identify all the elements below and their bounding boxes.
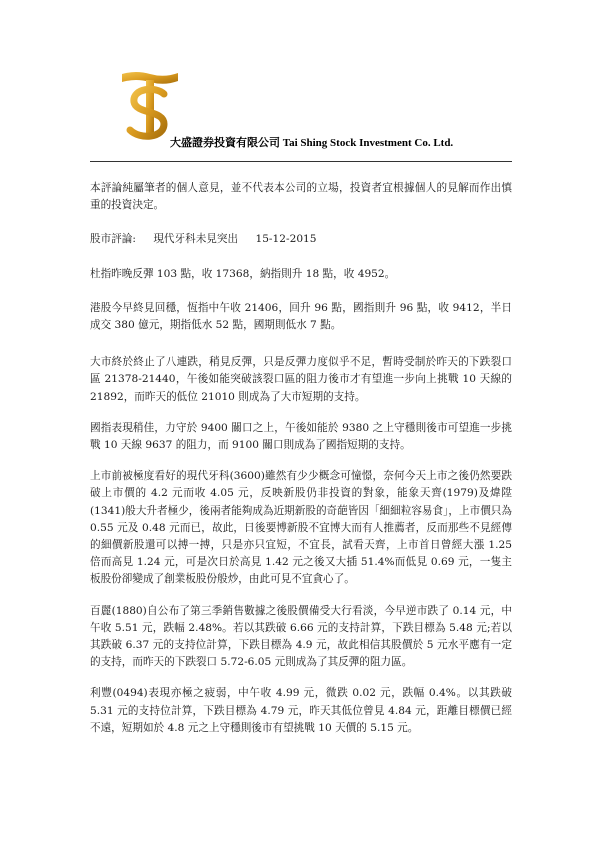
company-name xyxy=(170,134,453,150)
document-body xyxy=(90,180,512,754)
paragraph-hk-market: 港股今早終見回穩，恆指中午收 21406，回升 96 點，國指則升 96 點，收 9412，半日成交 380 億元，期指低水 52 點，國期則低水 7 點。 xyxy=(90,301,512,332)
paragraph-li-fung: 利豐(0494)表現亦極之疲弱，中午收 4.99 元，微跌 0.02 元，跌幅 0.4%。以其跌破 5.31 元的支持位計算，下跌目標為 4.79 元，昨天其低位曾見 4.84 元，距離目標價已經不遠，短期如於 4.8 元之上守穩則後市有望挑戰 10 天價的 5.15 元。 xyxy=(90,687,512,734)
company-name-en: Tai Shing Stock Investment Co. Ltd. xyxy=(282,137,454,149)
letterhead xyxy=(118,68,538,158)
paragraph-hscei: 國指表現稍佳，力守於 9400 關口之上，午後如能於 9380 之上守穩則後市可望進一步挑戰 10 天線 9637 的阻力，而 9100 關口則成為了國指短期的支持。 xyxy=(90,421,512,452)
disclaimer-paragraph: 本評論純屬筆者的個人意見，並不代表本公司的立場，投資者宜根據個人的見解而作出慎重的投資決定。 xyxy=(90,182,512,212)
paragraph-dow: 杜指昨晚反彈 103 點，收 17368，納指則升 18 點，收 4952。 xyxy=(90,267,396,280)
commentary-date: 15-12-2015 xyxy=(255,233,317,246)
commentary-title: 現代牙科未見突出 xyxy=(153,233,239,246)
commentary-label: 股市評論: xyxy=(90,233,136,246)
company-name-zh: 大盛證券投資有限公司 xyxy=(170,137,280,149)
commentary-title-line xyxy=(90,231,512,248)
header-divider xyxy=(90,161,512,162)
paragraph-market-trend: 大市終於終止了八連跌，稍見反彈，只是反彈力度似乎不足，暫時受制於昨天的下跌裂口區 21378-21440，午後如能突破該裂口區的阻力後市才有望進一步向上挑戰 10 天線的 21892，而昨天的低位 21010 則成為了大市短期的支持。 xyxy=(90,356,512,403)
paragraph-belle: 百麗(1880)自公布了第三季銷售數據之後股價備受大行看淡，今早逆市跌了 0.14 元，中午收 5.51 元，跌幅 2.48%。若以其跌破 6.66 元的支持計算，下跌目標為 5.48 元;若以其跌破 6.37 元的支持位計算，下跌目標為 4.9 元，故此相信其股價於 5 元水平應有一定的支持，而昨天的下跌裂口 5.72-6.05 元則成為了其反彈的阻力區。 xyxy=(90,604,512,669)
paragraph-modern-dental: 上市前被極度看好的現代牙科(3600)雖然有少少概念可憧憬，奈何今天上市之後仍然要跌破上市價的 4.2 元而收 4.05 元，反映新股仍非投資的對象，能象天齊(1979)及煒陞(1341)般大升者極少，後兩者能夠成為近期新股的奇葩皆因「細細粒容易食」，上市價只為 0.55 元及 0.48 元而已，故此，日後要博新股不宜博大而有人推薦者，反而那些不見經傳的細價新股還可以搏一搏，只是亦只宜短，不宜長，試看天齊，上市首日曾經大漲 1.25 倍而高見 1.24 元，可是次日於高見 1.42 元之後又大插 51.4%而低見 0.69 元，一隻主板股份卻變成了創業板股份般炒，由此可見不宜貪心了。 xyxy=(90,470,512,586)
